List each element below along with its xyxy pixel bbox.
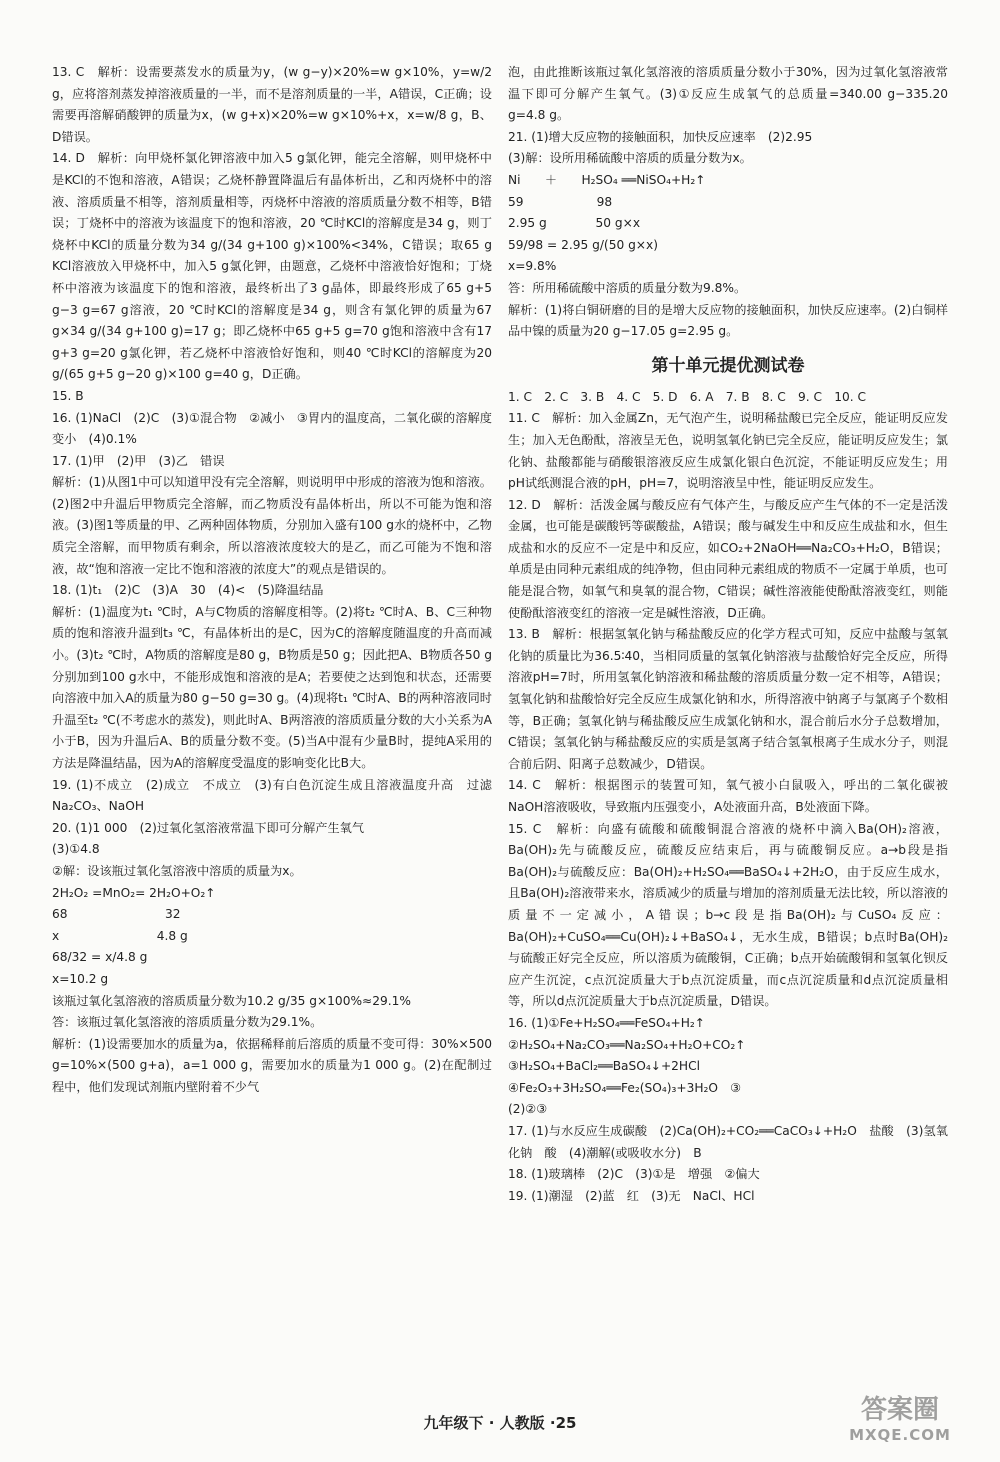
equation-line: 59/98 = 2.95 g/(50 g×x) [508,237,658,252]
answer-paragraph: (2)②③ [508,1102,548,1117]
answer-paragraph: 19. (1)不成立 (2)成立 不成立 (3)有白色沉淀生成且溶液温度升高 过滤 Na₂CO₃、NaOH [52,777,505,814]
watermark-url: MXQE.COM [849,1426,951,1444]
equation-line: ②H₂SO₄+Na₂CO₃══Na₂SO₄+H₂O+CO₂↑ [508,1037,746,1052]
answer-paragraph: 1. C 2. C 3. B 4. C 5. D 6. A 7. B 8. C 9. C 10. C [508,389,866,404]
equation-line: 2.95 g 50 g×x [508,216,641,231]
answer-paragraph: (3)解：设所用稀硫酸中溶质的质量分数为x。 [508,151,752,166]
answer-paragraph: ②解：设该瓶过氧化氢溶液中溶质的质量为x。 [52,863,302,878]
equation-line: 59 98 [508,194,613,209]
answer-paragraph: 18. (1)t₁ (2)C (3)A 30 (4)< (5)降温结晶 [52,583,324,598]
equation-line: 2H₂O₂ =MnO₂= 2H₂O+O₂↑ [52,885,216,900]
equation-line: 16. (1)①Fe+H₂SO₄══FeSO₄+H₂↑ [508,1015,705,1030]
equation-line: Ni ＋ H₂SO₄ ══NiSO₄+H₂↑ [508,172,706,187]
answer-paragraph: 19. (1)潮湿 (2)蓝 红 (3)无 NaCl、HCl [508,1188,755,1203]
answer-paragraph: 解析：(1)设需要加水的质量为a，依据稀释前后溶质的质量不变可得：30%×500 g=10%×(500 g+a)，a=1 000 g，需要加水的质量为1 000 g。(2)在配制过程中，他们发现试剂瓶内壁附着不少气 [52,1036,492,1094]
equation-line: x=10.2 g [52,971,109,986]
answer-paragraph: 解析：(1)将白铜研磨的目的是增大反应物的接触面积，加快反应速率。(2)白铜样品中镍的质量为20 g−17.05 g=2.95 g。 [508,302,948,339]
watermark-title: 答案圈 [860,1395,939,1425]
answer-paragraph: 18. (1)玻璃棒 (2)C (3)①是 增强 ②偏大 [508,1167,760,1182]
answer-paragraph: 解析：(1)从图1中可以知道甲没有完全溶解，则说明甲中形成的溶液为饱和溶液。(2)图2中升温后甲物质完全溶解，而乙物质没有晶体析出，所以不可能为饱和溶液。(3)图1等质量的甲、乙两种固体物质，分别加入盛有100 g水的烧杯中，乙物质完全溶解，而甲物质有剩余，所以溶液浓度较大的是乙，而乙可能为不饱和溶液，故“饱和溶液一定比不饱和溶液的浓度大”的观点是错误的。 [52,475,492,576]
answer-paragraph: 答：所用稀硫酸中溶质的质量分数为9.8%。 [508,280,747,295]
right-column [508,62,948,1207]
equation-line: ③H₂SO₄+BaCl₂══BaSO₄↓+2HCl [508,1059,700,1074]
section-title: 第十单元提优测试卷 [651,355,805,376]
answer-paragraph: 16. (1)NaCl (2)C (3)①混合物 ②减小 ③胃内的温度高，二氧化碳的溶解度变小 (4)0.1% [52,410,492,447]
answer-paragraph: 14. D 解析：向甲烧杯氯化钾溶液中加入5 g氯化钾，能完全溶解，则甲烧杯中是KCl的不饱和溶液，A错误；乙烧杯静置降温后有晶体析出，乙和丙烧杯中的溶液、溶质质量不相等，溶剂质量相等，丙烧杯中溶液的溶质质量分数不相等，B错误；丁烧杯中的溶液为该温度下的饱和溶液，20 ℃时KCl的溶解度是34 g，则丁烧杯中KCl的质量分数为34 g/(34 g+100 g)×100%<34%，C错误；取65 g KCl溶液放入甲烧杯中，加入5 g氯化钾，由题意，乙烧杯中溶液恰好饱和；丁烧杯中溶液为该温度下的饱和溶液，最终析出了3 g晶体，即最终形成了65 g+5 g−3 g=67 g溶液，20 ℃时KCl的溶解度是34 g，则含有氯化钾的质量为67 g×34 g/(34 g+100 g)=17 g；即乙烧杯中65 g+5 g=70 g饱和溶液中含有17 g+3 g=20 g氯化钾，若乙烧杯中溶液恰好饱和，则40 ℃时KCl的溶解度为20 g/(65 g+5 g−20 g)×100 g=40 g，D正确。 [52,151,492,382]
answer-paragraph: 14. C 解析：根据图示的装置可知，氧气被小白鼠吸入，呼出的二氧化碳被NaOH溶液吸收，导致瓶内压强变小，A处液面升高，B处液面下降。 [508,778,948,814]
answer-paragraph: 21. (1)增大反应物的接触面积，加快反应速率 (2)2.95 [508,129,813,144]
answer-paragraph: 12. D 解析：活泼金属与酸反应有气体产生，与酸反应产生气体的不一定是活泼金属，也可能是碳酸钙等碳酸盐，A错误；酸与碱发生中和反应生成盐和水，但生成盐和水的反应不一定是中和反应，如CO₂+2NaOH══Na₂CO₃+H₂O，B错误；单质是由同种元素组成的纯净物，但由同种元素组成的物质不一定属于单质，也可能是混合物，如氧气和臭氧的混合物，C错误；碱性溶液能使酚酞溶液变红，则能使酚酞溶液变红的溶液一定是碱性溶液，D正确。 [508,497,948,620]
answer-paragraph: 11. C 解析：加入金属Zn，无气泡产生，说明稀盐酸已完全反应，能证明反应发生；加入无色酚酞，溶液呈无色，说明氢氧化钠已完全反应，能证明反应发生；氯化钠、盐酸都能与硝酸银溶液反应生成氯化银白色沉淀，不能证明反应发生；用pH试纸测混合液的pH，pH=7，说明溶液呈中性，能证明反应发生。 [508,411,948,491]
answer-paragraph: 20. (1)1 000 (2)过氧化氢溶液常温下即可分解产生氧气 [52,820,365,835]
equation-line: ④Fe₂O₃+3H₂SO₄══Fe₂(SO₄)₃+3H₂O ③ [508,1080,742,1095]
equation-line: 68/32 = x/4.8 g [52,950,148,965]
answer-paragraph: 答：该瓶过氧化氢溶液的溶质质量分数为29.1%。 [52,1015,323,1030]
equation-line: x 4.8 g [52,928,188,943]
answer-paragraph: 该瓶过氧化氢溶液的溶质质量分数为10.2 g/35 g×100%≈29.1% [52,993,411,1008]
answer-paragraph: 15. B [52,388,84,403]
watermark-logo [820,1394,980,1454]
answer-paragraph: 13. B 解析：根据氢氧化钠与稀盐酸反应的化学方程式可知，反应中盐酸与氢氧化钠的质量比为36.5∶40，当相同质量的氢氧化钠溶液与盐酸恰好完全反应，所得溶液pH=7时，所用氢氧化钠溶液和稀盐酸的溶质质量分数一定不相等，A错误；氢氧化钠和盐酸恰好完全反应生成氯化钠和水，所得溶液中钠离子与氯离子个数相等，B正确；氢氧化钠与稀盐酸反应生成氯化钠和水，混合前后水分子总数增加，C错误；氢氧化钠与稀盐酸反应的实质是氢离子结合氢氧根离子生成水分子，则混合前后阴、阳离子总数减少，D错误。 [508,627,948,771]
answer-paragraph: 17. (1)甲 (2)甲 (3)乙 错误 [52,453,225,468]
answer-paragraph: 解析：(1)温度为t₁ ℃时，A与C物质的溶解度相等。(2)将t₂ ℃时A、B、C三种物质的饱和溶液升温到t₃ ℃，有晶体析出的是C，因为C的溶解度随温度的升高而减小。(3)t₂ ℃时，A物质的溶解度是80 g，B物质是50 g；因此把A、B物质各50 g分别加到100 g水中，不能形成饱和溶液的是A；若要使之达到饱和状态，还需要向溶液中加入A的质量为80 g−50 g=30 g。(4)现将t₁ ℃时A、B的两种溶液同时升温至t₂ ℃(不考虑水的蒸发)，则此时A、B两溶液的溶质质量分数的大小关系为A小于B，因为升温后A、B的质量分数不变。(5)当A中混有少量B时，提纯A采用的方法是降温结晶，因为A的溶解度受温度的影响变化比B大。 [52,604,492,770]
answer-paragraph: (3)①4.8 [52,842,100,857]
answer-paragraph: 15. C 解析：向盛有硫酸和硫酸铜混合溶液的烧杯中滴入Ba(OH)₂溶液，Ba(OH)₂先与硫酸反应，硫酸反应结束后，再与硫酸铜反应。a→b段是指Ba(OH)₂与硫酸反应：Ba(OH)₂+H₂SO₄══BaSO₄↓+2H₂O，由于反应生成水，且Ba(OH)₂溶液带来水，溶质减少的质量与增加的溶剂质量无法比较，所以溶液的质量不一定减小，A错误；b→c段是指Ba(OH)₂与CuSO₄反应：Ba(OH)₂+CuSO₄══Cu(OH)₂↓+BaSO₄↓，无水生成，B错误；b点时Ba(OH)₂与硫酸正好完全反应，所以溶质为硫酸铜，C正确；b点开始硫酸铜和氢氧化钡反应产生沉淀，c点沉淀质量大于b点沉淀质量，而c点沉淀质量和d点沉淀质量相等，所以d点沉淀质量大于b点沉淀质量，D错误。 [508,821,948,1009]
page-footer: 九年级下 · 人教版 ·25 [423,1414,577,1432]
answer-paragraph: 13. C 解析：设需要蒸发水的质量为y，(w g−y)×20%=w g×10%，y=w/2 g，应将溶剂蒸发掉溶液质量的一半，而不是溶剂质量的一半，A错误，C正确；设需要再溶解硝酸钾的质量为x，(w g+x)×20%=w g×10%+x，x=w/8 g，B、D错误。 [52,65,492,144]
equation-line: 68 32 [52,907,181,922]
left-column [52,62,505,1099]
answer-paragraph: 17. (1)与水反应生成碳酸 (2)Ca(OH)₂+CO₂══CaCO₃↓+H₂O 盐酸 (3)氢氧化钠 酸 (4)潮解(或吸收水分) B [508,1123,948,1160]
answer-paragraph: 泡，由此推断该瓶过氧化氢溶液的溶质质量分数小于30%，因为过氧化氢溶液常温下即可分解产生氧气。(3)①反应生成氧气的总质量=340.00 g−335.20 g=4.8 g。 [508,65,948,123]
equation-line: x=9.8% [508,259,557,274]
